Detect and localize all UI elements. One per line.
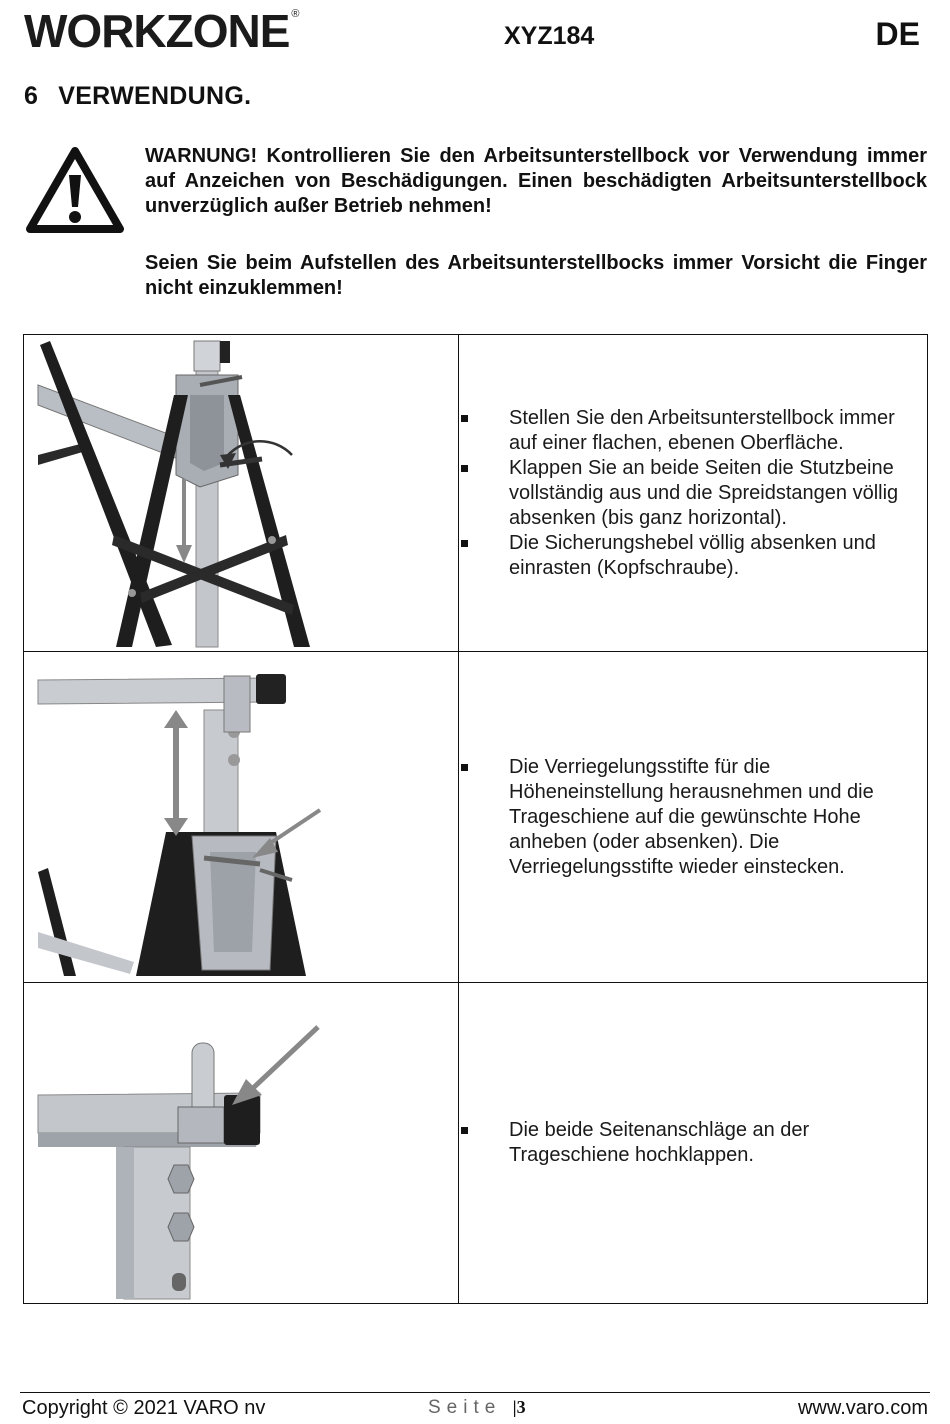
height-adjustment-pin-photo [24,652,459,983]
warning-triangle-icon [26,145,124,233]
instruction-table [23,334,928,1304]
list-item: Die beide Seitenanschläge an der Trageschiene hochklappen. [459,1118,927,1168]
warning-paragraph: WARNUNG! Kontrollieren Sie den Arbeitsunterstellbock vor Verwendung immer auf Anzeichen von Beschädigungen. Einen beschädigten Arbeitsunterstellbock unverzüglich außer Betrieb nehmen! [145,145,927,217]
sawhorse-legs-unfolding-photo [24,335,459,652]
table-row [24,983,928,1304]
caution-paragraph: Seien Sie beim Aufstellen des Arbeitsunterstellbocks immer Vorsicht die Finger nicht einzuklemmen! [145,252,927,299]
page-indicator [428,1397,526,1419]
website-link[interactable]: www.varo.com [797,1397,928,1419]
section-heading: VERWENDUNG. [58,82,252,110]
model-number: XYZ184 [504,22,595,50]
section-number: 6 [24,82,39,110]
step-instructions [459,652,928,983]
list-item: Klappen Sie an beide Seiten die Stutzbeine vollständig aus und die Spreidstangen völlig absenken (bis ganz horizontal). [459,456,927,531]
page-number: 3 [516,1397,526,1417]
bullet-list [459,1118,927,1168]
table-row [24,652,928,983]
bullet-list [459,406,927,581]
bullet-list [459,755,927,880]
copyright: Copyright © 2021 VARO nv [22,1397,266,1419]
list-item: Stellen Sie den Arbeitsunterstellbock immer auf einer flachen, ebenen Oberfläche. [459,406,927,456]
table-row [24,335,928,652]
step-instructions [459,983,928,1304]
list-item: Die Verriegelungsstifte für die Höheneinstellung herausnehmen und die Trageschiene auf die gewünschte Hohe anheben (oder absenken). Die Verriegelungsstifte wieder einstecken. [459,755,927,880]
page-label: Seite [428,1397,502,1418]
list-item: Die Sicherungshebel völlig absenken und einrasten (Kopfschraube). [459,531,927,581]
footer-divider [20,1392,930,1393]
language-code: DE [875,16,920,52]
section-title [24,82,251,111]
step-instructions [459,335,928,652]
page-separator: | [512,1397,517,1417]
brand-logo: WORKZONE ® [24,5,299,57]
warning-text [145,144,927,333]
side-stop-flip-up-photo [24,983,459,1304]
